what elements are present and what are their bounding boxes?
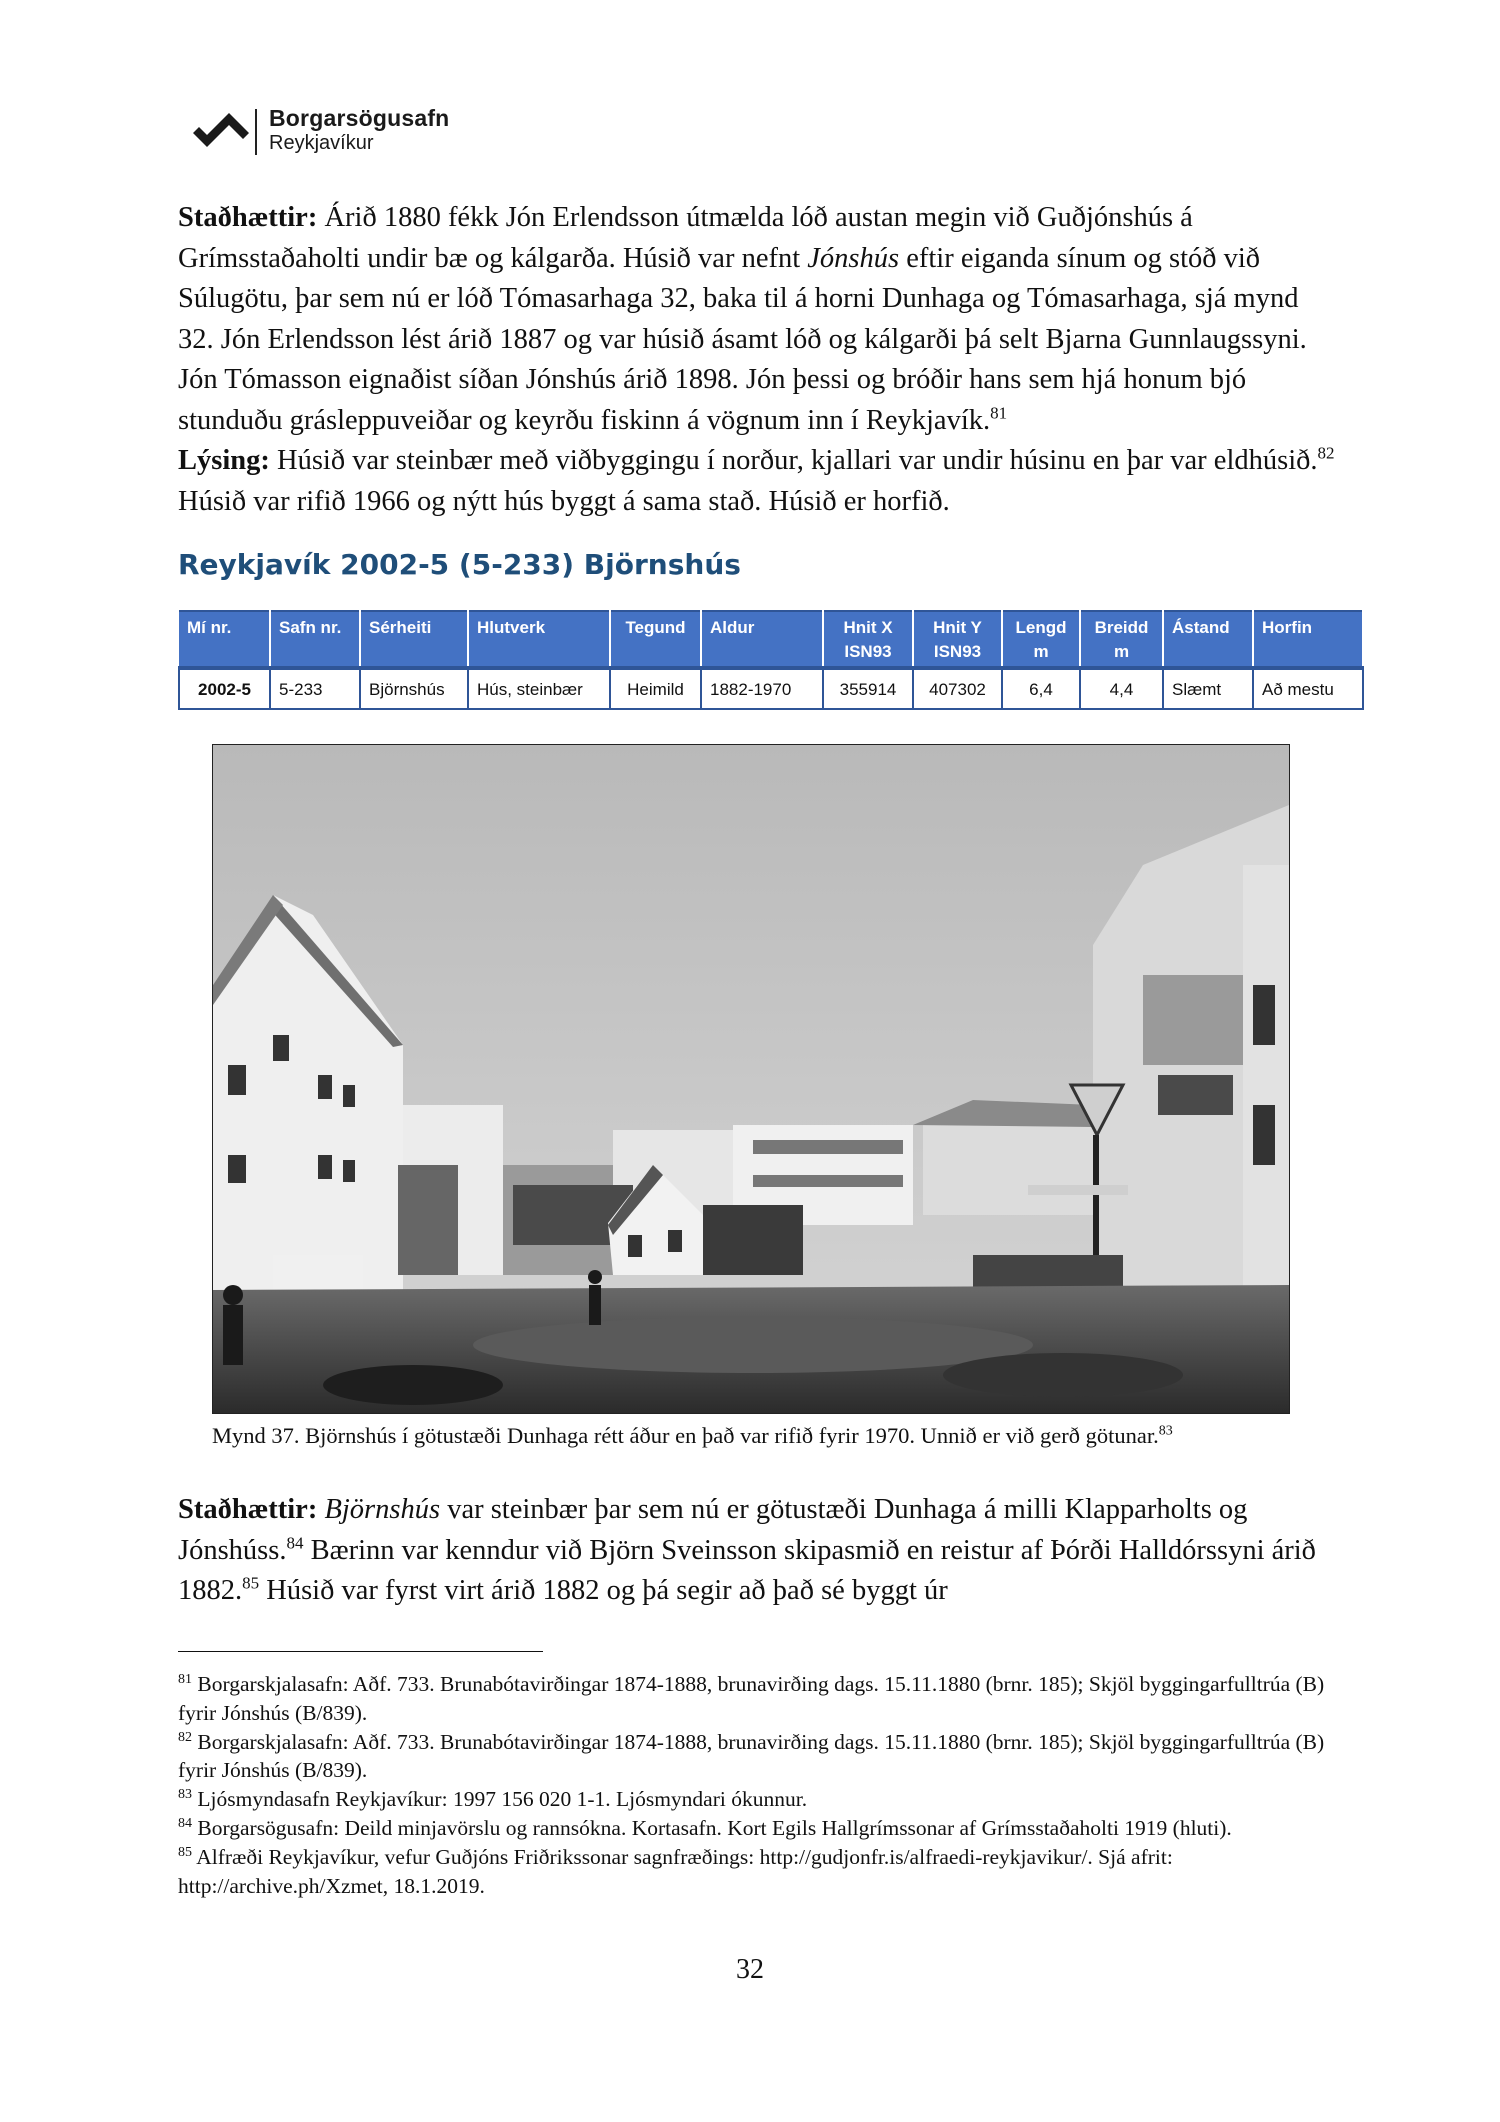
house-name: Björnshús (324, 1494, 441, 1525)
footnote: $^{81}$ Borgarskjalasafn: Aðf. 733. Brunabótavirðingar 1874-1888, brunavirðing dags. 15.11.1880 (brnr. 185); Skjöl byggingarfulltrúa (B) fyrir Jónshús (B/839). (178, 1671, 1325, 1725)
table-cell: Að mestu (1253, 668, 1363, 709)
table-header: Tegund (610, 611, 701, 668)
location-label: Staðhættir: (178, 1494, 318, 1525)
table-header: Sérheiti (360, 611, 468, 668)
footnote-ref[interactable]: 83 (1158, 1423, 1173, 1439)
page-number: 32 (736, 1954, 764, 1985)
table-header: Breidd m (1080, 611, 1163, 668)
table-header: Safn nr. (270, 611, 360, 668)
table-cell: 355914 (823, 668, 913, 709)
description-paragraph: Lýsing: Húsið var steinbær með viðbyggingu í norður, kjallari var undir húsinu en þar var eldhúsið.$^{82}$ Húsið var rifið 1966 og nýtt hús byggt á sama stað. Húsið er horfið. (178, 443, 1335, 517)
section-heading: Reykjavík 2002-5 (5-233) Björnshús (178, 548, 741, 581)
footnote-ref[interactable]: 85 (242, 1573, 260, 1593)
house-name: Jónshús (807, 242, 900, 274)
logo-subname: Reykjavíkur (269, 132, 374, 154)
footnote-ref[interactable]: 81 (990, 403, 1008, 422)
footnote-ref[interactable]: 84 (286, 1533, 304, 1552)
table-header: Hlutverk (468, 611, 610, 668)
table-cell: 4,4 (1080, 668, 1163, 709)
table-cell: 2002-5 (179, 668, 270, 709)
description-label: Lýsing: (178, 445, 270, 476)
location-paragraph: Staðhættir: Árið 1880 fékk Jón Erlendsson útmælda lóð austan megin við Guðjónshús á Grímsstaðaholti undir bæ og kálgarða. Húsið var nefnt Jónshús eftir eiganda sínum og stóð við Súlugötu, þar sem nú er lóð Tómasarhaga 32, baka til á horni Dunhaga og Tómasarhaga, sjá mynd 32. Jón Erlendsson lést árið 1887 og var húsið ásamt lóð og kálgarði þá selt Bjarna Gunnlaugssyni. Jón Tómasson eignaðist síðan Jónshús árið 1898. Jón þessi og bróðir hans sem hjá honum bjó stunduðu grásleppuveiðar og keyrðu fiskinn á vögnum inn í Reykjavík.$^{81}$ (178, 202, 1307, 436)
footnote: $^{84}$ Borgarsögusafn: Deild minjavörslu og rannsókna. Kortasafn. Kort Egils Hallgrímssonar af Grímsstaðaholti 1919 (hluti). (178, 1815, 1232, 1840)
historic-photo (212, 744, 1290, 1414)
table-cell: 6,4 (1002, 668, 1080, 709)
record-table (178, 610, 1364, 710)
footnote: $^{82}$ Borgarskjalasafn: Aðf. 733. Brunabótavirðingar 1874-1888, brunavirðing dags. 15.11.1880 (brnr. 185); Skjöl byggingarfulltrúa (B) fyrir Jónshús (B/839). (178, 1729, 1325, 1783)
table-cell: Slæmt (1163, 668, 1253, 709)
table-header: Hnit X ISN93 (823, 611, 913, 668)
table-header: Hnit Y ISN93 (913, 611, 1002, 668)
bjornshus-location-paragraph: Staðhættir: Björnshús var steinbær þar sem nú er götustæði Dunhaga á milli Klapparholts og Jónshúss.$^{84}$ Bærinn var kenndur við Björn Sveinsson skipasmið en reistur af Þórði Halldórssyni árið 1882.85 Húsið var fyrst virt árið 1882 og þá segir að það sé byggt úr (178, 1494, 1316, 1606)
table-cell: 1882-1970 (701, 668, 823, 709)
table-cell: Hús, steinbær (468, 668, 610, 709)
table-header: Ástand (1163, 611, 1253, 668)
table-header-row (179, 611, 1363, 668)
footnote: $^{85}$ Alfræði Reykjavíkur, vefur Guðjóns Friðrikssonar sagnfræðings: http://gudjonfr.is/alfraedi-reykjavikur/. Sjá afrit: http://archive.ph/Xzmet, 18.1.2019. (178, 1844, 1173, 1898)
logo-mark-icon (193, 107, 249, 151)
logo-divider (255, 109, 257, 155)
footnote-ref[interactable]: 82 (1317, 443, 1335, 463)
footnotes (178, 1670, 1338, 1900)
location-label: Staðhættir: (178, 202, 318, 233)
museum-logo (193, 103, 493, 163)
table-header: Horfin (1253, 611, 1363, 668)
table-cell: 5-233 (270, 668, 360, 709)
footnote-divider (178, 1651, 543, 1652)
figure-caption: Mynd 37. Björnshús í götustæði Dunhaga rétt áður en það var rifið fyrir 1970. Unnið er við gerð götunar.$^{83}$ (212, 1423, 1173, 1448)
table-row (179, 668, 1363, 709)
table-header: Mí nr. (179, 611, 270, 668)
table-header: Lengd m (1002, 611, 1080, 668)
table-cell: Björnshús (360, 668, 468, 709)
table-cell: 407302 (913, 668, 1002, 709)
table-cell: Heimild (610, 668, 701, 709)
street-scene-image (213, 745, 1289, 1413)
logo-name: Borgarsögusafn (269, 105, 450, 131)
intro-paragraphs (178, 198, 1338, 522)
table-header: Aldur (701, 611, 823, 668)
footnote: $^{83}$ Ljósmyndasafn Reykjavíkur: 1997 156 020 1-1. Ljósmyndari ókunnur. (178, 1787, 808, 1812)
